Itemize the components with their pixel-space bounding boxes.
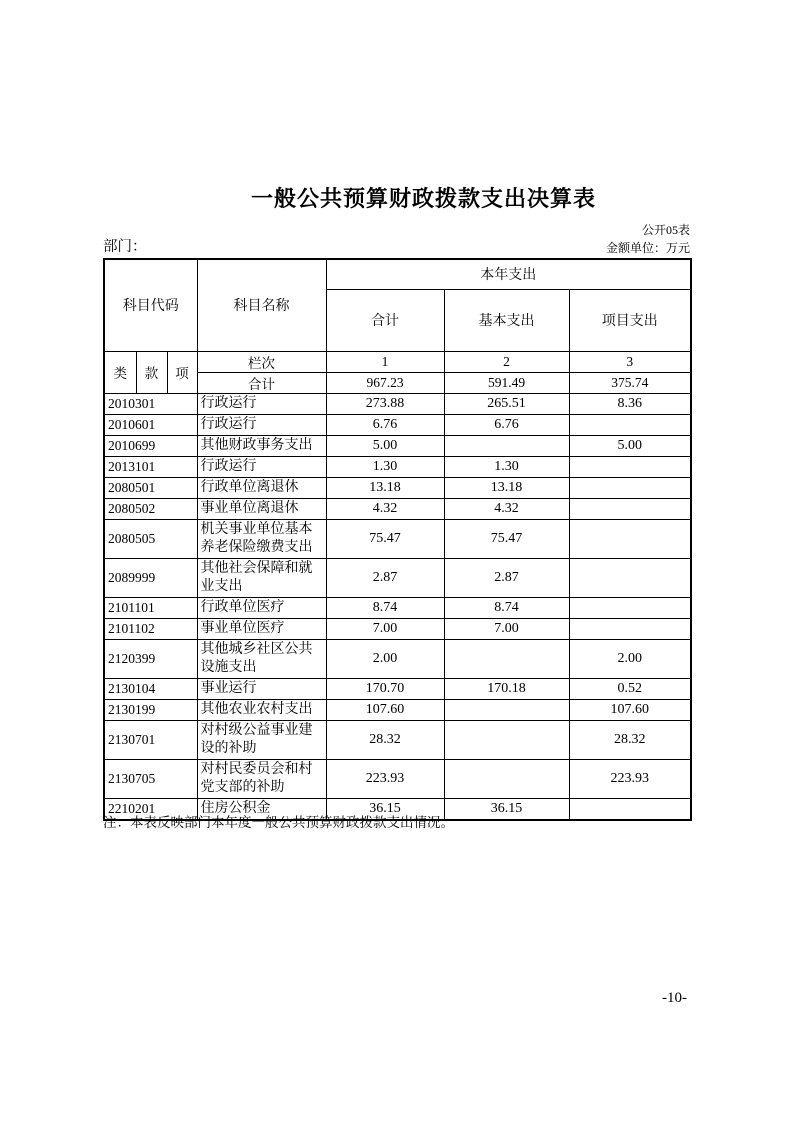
- cell-project: [569, 519, 691, 558]
- expenditure-table: [103, 258, 692, 821]
- meta-row: [103, 235, 690, 256]
- table-row: [104, 456, 691, 477]
- cell-total: 2.00: [326, 639, 444, 678]
- table-code-label: 公开05表: [641, 223, 690, 237]
- cell-basic: [444, 759, 569, 798]
- cell-project: [569, 414, 691, 435]
- cell-subject-name: 其他社会保障和就业支出: [197, 558, 326, 597]
- cell-subject-code: 2130104: [104, 678, 197, 699]
- cell-subject-code: 2080505: [104, 519, 197, 558]
- cell-project: [569, 477, 691, 498]
- cell-total: 4.32: [326, 498, 444, 519]
- cell-project: [569, 618, 691, 639]
- cell-total: 75.47: [326, 519, 444, 558]
- table-row: [104, 678, 691, 699]
- cell-subject-name: 行政运行: [197, 414, 326, 435]
- cell-subject-name: 对村级公益事业建设的补助: [197, 720, 326, 759]
- cell-total: 273.88: [326, 393, 444, 414]
- cell-basic: 4.32: [444, 498, 569, 519]
- header-basic: 基本支出: [444, 289, 569, 351]
- table-row: [104, 477, 691, 498]
- total-row-label: 合计: [197, 372, 326, 393]
- cell-subject-code: 2010301: [104, 393, 197, 414]
- cell-project: 28.32: [569, 720, 691, 759]
- cell-subject-name: 其他城乡社区公共设施支出: [197, 639, 326, 678]
- cell-project: 0.52: [569, 678, 691, 699]
- page-number: -10-: [662, 990, 687, 1006]
- cell-subject-code: 2089999: [104, 558, 197, 597]
- cell-project: [569, 456, 691, 477]
- cell-subject-code: 2013101: [104, 456, 197, 477]
- table-row: [104, 639, 691, 678]
- cell-basic: 2.87: [444, 558, 569, 597]
- cell-subject-code: 2010699: [104, 435, 197, 456]
- cell-subject-name: 住房公积金: [197, 798, 326, 820]
- cell-total: 8.74: [326, 597, 444, 618]
- cell-basic: 6.76: [444, 414, 569, 435]
- cell-total: 6.76: [326, 414, 444, 435]
- grand-project-value: 375.74: [569, 372, 691, 393]
- cell-total: 7.00: [326, 618, 444, 639]
- table-row: [104, 597, 691, 618]
- cell-total: 28.32: [326, 720, 444, 759]
- cell-basic: 265.51: [444, 393, 569, 414]
- cell-total: 36.15: [326, 798, 444, 820]
- cell-project: 107.60: [569, 699, 691, 720]
- table-wrap: [103, 258, 692, 821]
- table-note: 注：本表反映部门本年度一般公共预算财政拨款支出情况。: [103, 815, 454, 830]
- cell-subject-code: 2210201: [104, 798, 197, 820]
- cell-subject-name: 行政单位离退休: [197, 477, 326, 498]
- page-title: 一般公共预算财政拨款支出决算表: [250, 186, 596, 211]
- table-row: [104, 393, 691, 414]
- cell-subject-name: 事业单位离退休: [197, 498, 326, 519]
- header-subject-name: 科目名称: [197, 259, 326, 351]
- table-row: [104, 720, 691, 759]
- cell-subject-name: 事业运行: [197, 678, 326, 699]
- cell-basic: [444, 720, 569, 759]
- cell-basic: 8.74: [444, 597, 569, 618]
- header-row-1: [104, 259, 691, 289]
- table-row: [104, 498, 691, 519]
- cell-project: [569, 498, 691, 519]
- cell-subject-code: 2101102: [104, 618, 197, 639]
- header-row-3: [104, 351, 691, 372]
- cell-project: 223.93: [569, 759, 691, 798]
- header-current-year: 本年支出: [326, 259, 691, 289]
- table-row: [104, 519, 691, 558]
- department-label: 部门：: [103, 239, 147, 255]
- cell-subject-code: 2130199: [104, 699, 197, 720]
- table-row: [104, 558, 691, 597]
- cell-total: 5.00: [326, 435, 444, 456]
- cell-basic: 36.15: [444, 798, 569, 820]
- table-row: [104, 435, 691, 456]
- header-project: 项目支出: [569, 289, 691, 351]
- cell-subject-name: 行政运行: [197, 456, 326, 477]
- cell-project: 5.00: [569, 435, 691, 456]
- cell-basic: 75.47: [444, 519, 569, 558]
- cell-total: 107.60: [326, 699, 444, 720]
- cell-basic: [444, 639, 569, 678]
- table-row: [104, 414, 691, 435]
- column-number-2: 2: [444, 351, 569, 372]
- cell-subject-code: 2080501: [104, 477, 197, 498]
- header-column-row-label: 栏次: [197, 351, 326, 372]
- cell-basic: 170.18: [444, 678, 569, 699]
- header-item: 项: [167, 351, 197, 393]
- cell-total: 223.93: [326, 759, 444, 798]
- cell-basic: 13.18: [444, 477, 569, 498]
- header-subject-code: 科目代码: [104, 259, 197, 351]
- cell-project: [569, 558, 691, 597]
- cell-basic: [444, 435, 569, 456]
- cell-subject-name: 其他农业农村支出: [197, 699, 326, 720]
- cell-subject-name: 其他财政事务支出: [197, 435, 326, 456]
- cell-project: [569, 597, 691, 618]
- header-section: 款: [136, 351, 167, 393]
- cell-total: 13.18: [326, 477, 444, 498]
- cell-basic: 7.00: [444, 618, 569, 639]
- cell-project: 8.36: [569, 393, 691, 414]
- cell-basic: [444, 699, 569, 720]
- grand-total-value: 967.23: [326, 372, 444, 393]
- table-row: [104, 699, 691, 720]
- column-number-3: 3: [569, 351, 691, 372]
- cell-subject-name: 对村民委员会和村党支部的补助: [197, 759, 326, 798]
- cell-total: 2.87: [326, 558, 444, 597]
- cell-subject-code: 2080502: [104, 498, 197, 519]
- column-number-1: 1: [326, 351, 444, 372]
- cell-subject-code: 2130705: [104, 759, 197, 798]
- cell-subject-name: 行政单位医疗: [197, 597, 326, 618]
- table-row: [104, 759, 691, 798]
- cell-subject-name: 机关事业单位基本养老保险缴费支出: [197, 519, 326, 558]
- header-class: 类: [104, 351, 136, 393]
- cell-subject-code: 2120399: [104, 639, 197, 678]
- cell-basic: 1.30: [444, 456, 569, 477]
- cell-subject-code: 2101101: [104, 597, 197, 618]
- cell-project: 2.00: [569, 639, 691, 678]
- cell-subject-code: 2010601: [104, 414, 197, 435]
- table-body: [104, 393, 691, 820]
- cell-subject-name: 事业单位医疗: [197, 618, 326, 639]
- cell-subject-code: 2130701: [104, 720, 197, 759]
- header-total: 合计: [326, 289, 444, 351]
- cell-subject-name: 行政运行: [197, 393, 326, 414]
- cell-total: 1.30: [326, 456, 444, 477]
- unit-label: 金额单位：万元: [605, 241, 690, 255]
- cell-total: 170.70: [326, 678, 444, 699]
- grand-basic-value: 591.49: [444, 372, 569, 393]
- table-row: [104, 618, 691, 639]
